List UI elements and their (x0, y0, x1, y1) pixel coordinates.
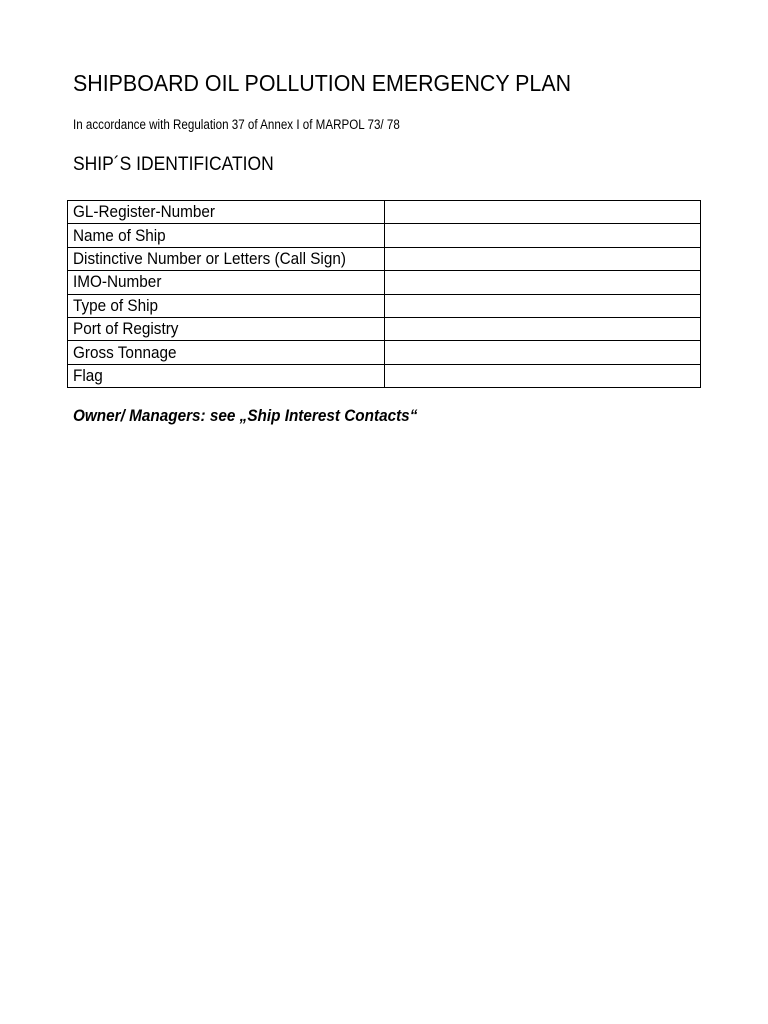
row-label: IMO-Number (73, 272, 162, 292)
row-label: Name of Ship (73, 225, 166, 245)
row-label-cell (68, 247, 385, 270)
table-row (68, 201, 701, 224)
table-row (68, 271, 701, 294)
row-value-cell (385, 271, 701, 294)
section-heading-ship-identification: SHIP´S IDENTIFICATION (73, 154, 274, 175)
row-label: GL-Register-Number (73, 202, 215, 222)
row-label-cell (68, 364, 385, 387)
ship-identification-table (67, 200, 701, 388)
row-label: Flag (73, 365, 103, 385)
row-label: Distinctive Number or Letters (Call Sign) (73, 248, 346, 268)
table-row (68, 294, 701, 317)
row-label-cell (68, 224, 385, 247)
owner-managers-note: Owner/ Managers: see „Ship Interest Contacts“ (73, 406, 418, 425)
table-row (68, 317, 701, 340)
page-title: SHIPBOARD OIL POLLUTION EMERGENCY PLAN (73, 70, 572, 96)
row-value-cell (385, 294, 701, 317)
row-label-cell (68, 201, 385, 224)
row-value-cell (385, 341, 701, 364)
row-label: Port of Registry (73, 319, 179, 339)
row-label: Gross Tonnage (73, 342, 177, 362)
regulation-subtitle: In accordance with Regulation 37 of Annex I of MARPOL 73/ 78 (73, 117, 400, 132)
row-label: Type of Ship (73, 295, 159, 315)
table-row (68, 364, 701, 387)
row-label-cell (68, 317, 385, 340)
row-value-cell (385, 317, 701, 340)
row-value-cell (385, 364, 701, 387)
table-row (68, 341, 701, 364)
row-label-cell (68, 271, 385, 294)
row-value-cell (385, 201, 701, 224)
table-row (68, 224, 701, 247)
row-label-cell (68, 294, 385, 317)
row-label-cell (68, 341, 385, 364)
row-value-cell (385, 224, 701, 247)
row-value-cell (385, 247, 701, 270)
table-row (68, 247, 701, 270)
